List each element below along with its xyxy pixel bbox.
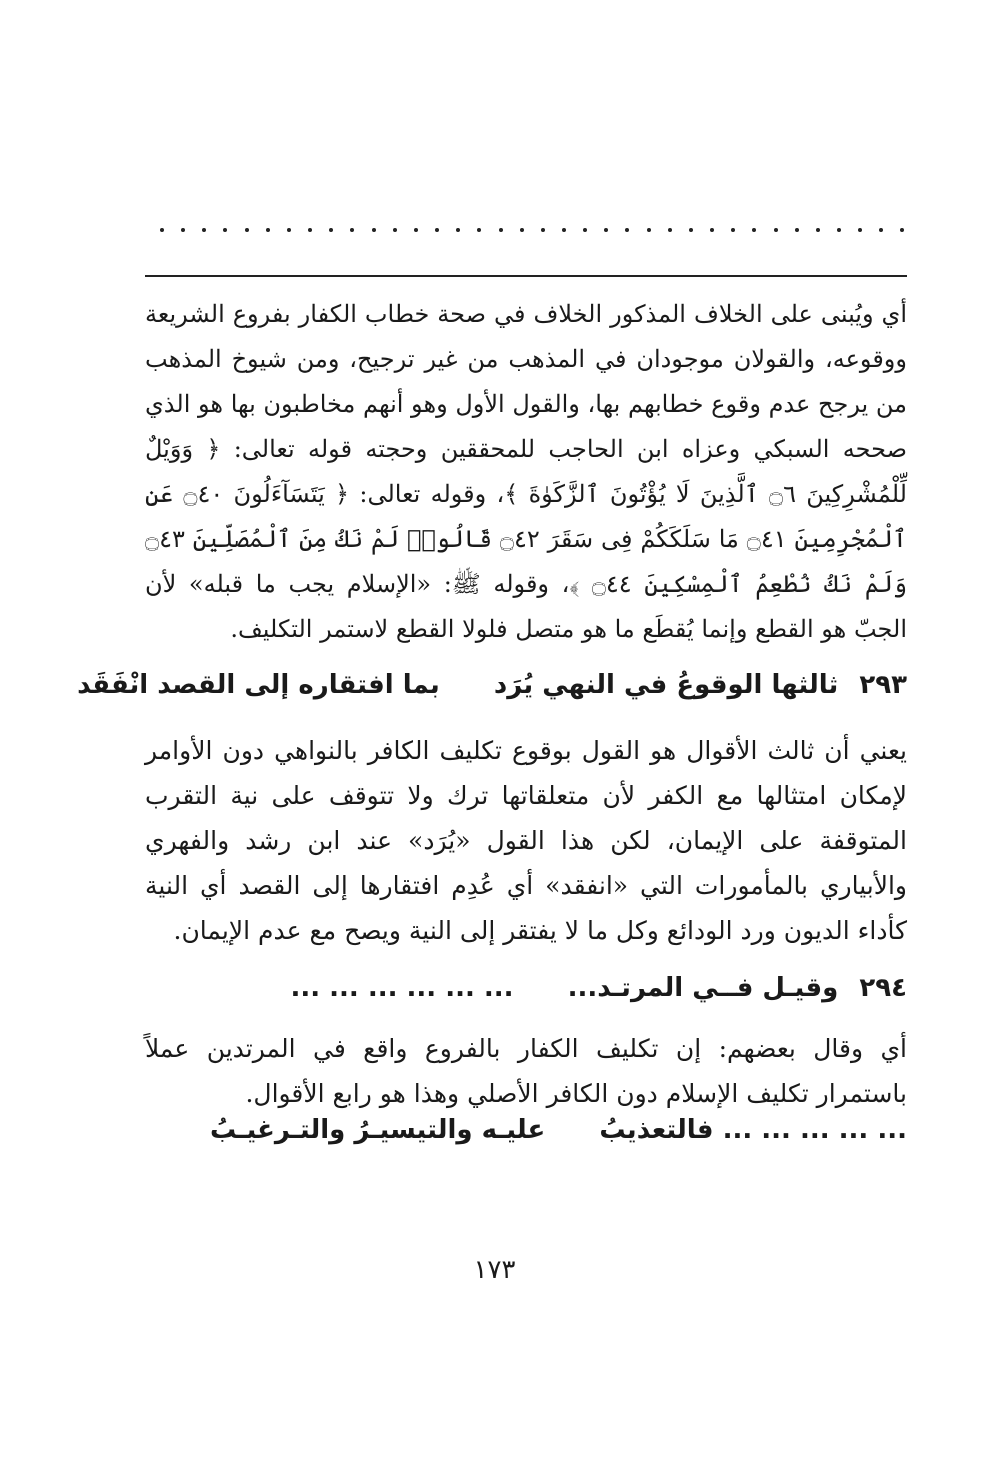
separator-dot <box>900 228 904 232</box>
verse-leading-dots: ... ... ... ... ... <box>722 1115 907 1145</box>
verse-first-half: وقيـل فــي المرتـد... <box>567 973 839 1003</box>
dotted-separator <box>160 218 905 242</box>
commentary-paragraph-1 <box>145 292 907 652</box>
separator-dot <box>350 228 354 232</box>
separator-dot <box>245 228 249 232</box>
commentary-paragraph-3 <box>145 1026 907 1116</box>
separator-dot <box>520 228 524 232</box>
separator-dot <box>816 228 820 232</box>
separator-dot <box>308 228 312 232</box>
separator-dot <box>879 228 883 232</box>
commentary-text: أي وقال بعضهم: إن تكليف الكفار بالفروع واقع في المرتدين عملاً باستمرار تكليف الإسلام دون الكافر الأصلي وهذا هو رابع الأقوال. <box>145 1034 907 1108</box>
separator-dot <box>837 228 841 232</box>
verse-number: ٢٩٤ <box>859 973 907 1003</box>
separator-dot <box>752 228 756 232</box>
separator-dot <box>393 228 397 232</box>
separator-dot <box>499 228 503 232</box>
separator-dot <box>774 228 778 232</box>
separator-dot <box>625 228 629 232</box>
separator-dot <box>160 228 164 232</box>
separator-dot <box>689 228 693 232</box>
verse-first-half: ثالثها الوقوعُ في النهي يُرَد <box>493 670 839 700</box>
separator-dot <box>287 228 291 232</box>
verse-trailing-dots: ... ... ... ... ... ... <box>290 973 514 1003</box>
separator-dot <box>583 228 587 232</box>
separator-dot <box>668 228 672 232</box>
separator-dot <box>710 228 714 232</box>
separator-dot <box>858 228 862 232</box>
verse-second-half: عليـه والتيسيـرُ والتـرغيـبُ <box>210 1115 546 1145</box>
separator-dot <box>795 228 799 232</box>
separator-dot <box>456 228 460 232</box>
separator-dot <box>181 228 185 232</box>
separator-dot <box>329 228 333 232</box>
separator-dot <box>414 228 418 232</box>
separator-dot <box>541 228 545 232</box>
verse-first-half: فالتعذيبُ <box>599 1115 714 1145</box>
commentary-paragraph-2 <box>145 728 907 953</box>
separator-dot <box>731 228 735 232</box>
separator-dot <box>562 228 566 232</box>
verse-second-half: بما افتقاره إلى القصد انْفَقَد <box>77 670 440 700</box>
separator-dot <box>647 228 651 232</box>
commentary-text: أي ويُبنى على الخلاف المذكور الخلاف في صحة خطاب الكفار بفروع الشريعة ووقوعه، والقولان موجودان في المذهب من غير ترجيح، ومن شيوخ المذهب من يرجح عدم وقوع خطابهم بها، والقول الأول وهو أنهم مخاطبون بها هو الذي صححه السبكي وعزاه ابن الحاجب للمحققين وحجته قوله تعالى: ﴿ وَوَيْلٌ لِّلْمُشْرِكِينَ ۝٦ ٱلَّذِينَ لَا يُؤْتُونَ ٱلزَّكَوٰةَ ﴾، وقوله تعالى: ﴿ يَتَسَآءَلُونَ ۝٤٠ عَنِ ٱلْمُجْرِمِينَ ۝٤١ مَا سَلَكَكُمْ فِى سَقَرَ ۝٤٢ قَالُوا۟ لَمْ نَكُ مِنَ ٱلْمُصَلِّينَ ۝٤٣ وَلَمْ نَكُ نُطْعِمُ ٱلْمِسْكِينَ ۝٤٤ ﴾، وقوله ﷺ: «الإسلام يجب ما قبله» لأن الجبّ هو القطع وإنما يُقطَع ما هو متصل فلولا القطع لاستمر التكليف. <box>145 300 908 643</box>
separator-dot <box>604 228 608 232</box>
page-number: ١٧٣ <box>473 1255 516 1285</box>
separator-dot <box>477 228 481 232</box>
commentary-text: يعني أن ثالث الأقوال هو القول بوقوع تكليف الكافر بالنواهي دون الأوامر لإمكان امتثالها مع الكفر لأن متعلقاتها ترك ولا تتوقف على نية التقرب المتوقفة على الإيمان، لكن هذا القول «يُرَد» عند ابن رشد والفهري والأبياري بالمأمورات التي «انفقد» أي عُدِم افتقارها إلى القصد أي النية كأداء الديون ورد الودائع وكل ما لا يفتقر إلى النية ويصح مع عدم الإيمان. <box>145 736 907 945</box>
verse-number: ٢٩٣ <box>859 670 907 700</box>
verse-293 <box>77 665 907 705</box>
separator-dot <box>435 228 439 232</box>
separator-dot <box>202 228 206 232</box>
separator-dot <box>372 228 376 232</box>
verse-294 <box>145 968 907 1008</box>
horizontal-rule <box>145 275 907 277</box>
separator-dot <box>223 228 227 232</box>
separator-dot <box>266 228 270 232</box>
verse-continuation <box>145 1110 907 1150</box>
